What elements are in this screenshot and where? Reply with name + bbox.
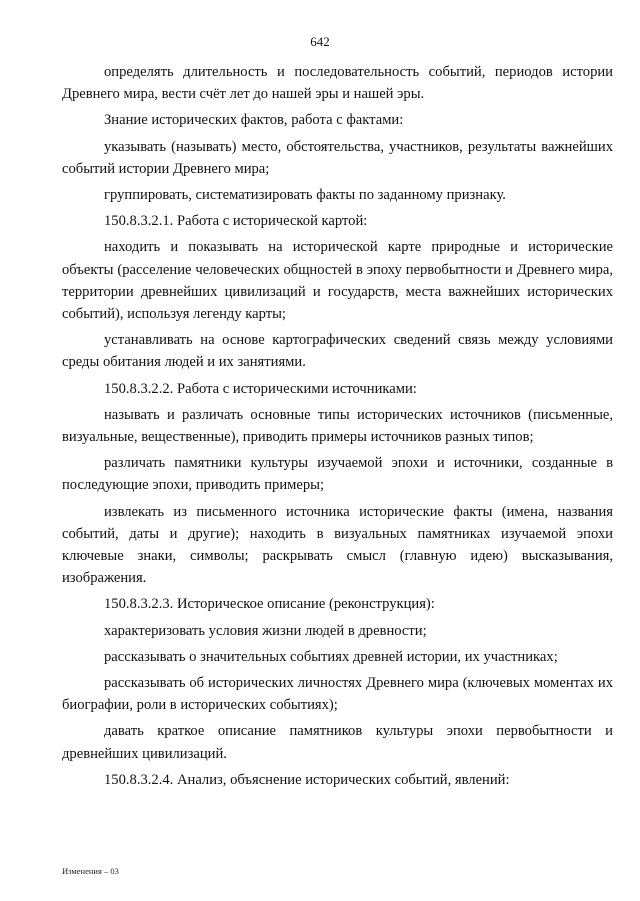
paragraph-source-types: называть и различать основные типы исторических источников (письменные, визуальные, вещественные), приводить примеры источников разных типов;: [62, 406, 613, 446]
paragraph-distinguish-monuments: различать памятники культуры изучаемой эпохи и источники, созданные в последующие эпохи, приводить примеры;: [62, 455, 613, 494]
page-number: 642: [310, 34, 330, 49]
paragraph-historical-figures: рассказывать об исторических личностях Древнего мира (ключевых моментах их биографии, роли в исторических событиях);: [62, 675, 613, 714]
paragraph-indicate-events: указывать (называть) место, обстоятельства, участников, результаты важнейших событий истории Древнего мира;: [62, 138, 613, 177]
section-heading-sources: 150.8.3.2.2. Работа с историческими источниками:: [104, 380, 417, 397]
paragraph-map-relations: устанавливать на основе картографических сведений связь между условиями среды обитания людей и их занятиями.: [62, 332, 613, 371]
paragraph-facts-heading: Знание исторических фактов, работа с фактами:: [104, 112, 404, 129]
paragraph-extract-facts: извлекать из письменного источника исторические факты (имена, названия событий, даты и другие); находить в визуальных памятниках изучаемой эпохи ключевые знаки, символы; раскрывать смысл (главную идею) высказывания, изображения.: [62, 503, 613, 587]
document-body: [62, 61, 613, 795]
paragraph-period-chronology: определять длительность и последовательность событий, периодов истории Древнего мира, вести счёт лет до нашей эры и нашей эры.: [62, 64, 613, 103]
footer-revision-note: Изменения – 03: [62, 866, 119, 876]
paragraph-group-facts: группировать, систематизировать факты по заданному признаку.: [104, 187, 506, 204]
paragraph-significant-events: рассказывать о значительных событиях древней истории, их участниках;: [104, 648, 558, 665]
section-heading-analysis: 150.8.3.2.4. Анализ, объяснение исторических событий, явлений:: [104, 771, 510, 788]
section-heading-description: 150.8.3.2.3. Историческое описание (реконструкция):: [104, 596, 435, 613]
paragraph-living-conditions: характеризовать условия жизни людей в древности;: [104, 622, 427, 639]
paragraph-monuments-description: давать краткое описание памятников культуры эпохи первобытности и древнейших цивилизаций.: [62, 723, 613, 762]
section-heading-map: 150.8.3.2.1. Работа с исторической картой:: [104, 213, 368, 230]
paragraph-map-objects: находить и показывать на исторической карте природные и исторические объекты (расселение человеческих общностей в эпоху первобытности и Древнего мира, территории древнейших цивилизаций и государств, места важнейших исторических событий), используя легенду карты;: [62, 239, 613, 323]
